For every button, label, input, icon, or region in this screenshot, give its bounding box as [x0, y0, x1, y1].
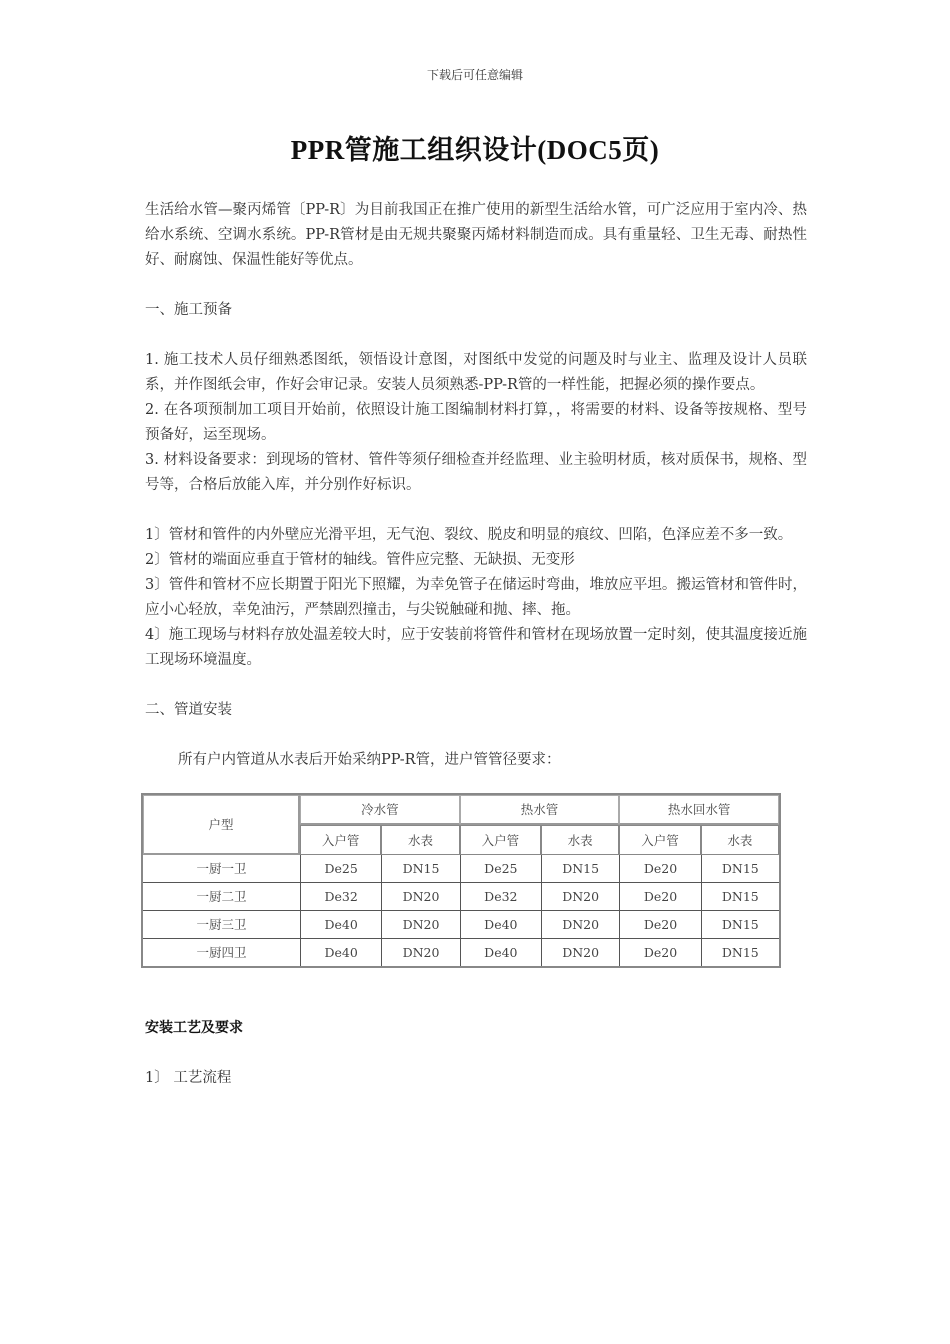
table-row [143, 939, 779, 966]
table-subheader: 水表 [381, 825, 459, 855]
table-cell: De20 [619, 883, 700, 911]
section1-item-3: 3. 材料设备要求：到现场的管材、管件等须仔细检查并经监理、业主验明材质，核对质保书，规格、型号等，合格后放能入库，并分别作好标识。 [145, 452, 807, 493]
table-cell: DN20 [541, 939, 619, 966]
material-req-3: 3〕管件和管材不应长期置于阳光下照耀，为幸免管子在储运时弯曲，堆放应平坦。搬运管材和管件时，应小心轻放，幸免油污，严禁剧烈撞击，与尖锐触碰和抛、摔、拖。 [145, 577, 807, 618]
table-subheader: 入户管 [619, 825, 700, 855]
table-header-unit-type: 户型 [143, 795, 300, 855]
table-cell: DN15 [701, 939, 779, 966]
table-cell: De25 [300, 855, 381, 883]
table-cell: DN20 [381, 911, 459, 939]
table-cell: DN15 [541, 855, 619, 883]
document-title: PPR管施工组织设计(DOC5页) [290, 135, 660, 165]
material-req-2: 2〕管材的端面应垂直于管材的轴线。管件应完整、无缺损、无变形 [145, 552, 575, 568]
table-cell: De32 [460, 883, 541, 911]
table-row [143, 883, 779, 911]
table-subheader: 水表 [701, 825, 779, 855]
table-subheader: 入户管 [300, 825, 381, 855]
table-group-hot-return: 热水回水管 [619, 795, 779, 825]
table-cell: 一厨一卫 [143, 855, 300, 883]
table-cell: De40 [300, 911, 381, 939]
table-group-hot: 热水管 [460, 795, 620, 825]
table-cell: De20 [619, 939, 700, 966]
table-group-cold: 冷水管 [300, 795, 460, 825]
table-cell: DN20 [541, 883, 619, 911]
table-cell: DN15 [701, 883, 779, 911]
section2-heading: 二、管道安装 [145, 702, 232, 718]
table-subheader: 入户管 [460, 825, 541, 855]
material-req-1: 1〕管材和管件的内外壁应光滑平坦，无气泡、裂纹、脱皮和明显的痕纹、凹陷，色泽应差不多一致。 [145, 527, 793, 543]
table-subheader: 水表 [541, 825, 619, 855]
table-cell: DN20 [381, 939, 459, 966]
table-cell: De25 [460, 855, 541, 883]
pipe-spec-table [141, 793, 781, 968]
table-cell: DN15 [381, 855, 459, 883]
section1-heading: 一、施工预备 [145, 302, 232, 318]
intro-paragraph: 生活给水管—聚丙烯管〔PP-R〕为目前我国正在推广使用的新型生活给水管，可广泛应用于室内冷、热给水系统、空调水系统。PP-R管材是由无规共聚聚丙烯材料制造而成。具有重量轻、卫生无毒、耐热性好、耐腐蚀、保温性能好等优点。 [145, 202, 807, 268]
document-body [145, 198, 807, 1091]
install-step-1: 1〕 工艺流程 [145, 1070, 232, 1086]
section2-lead: 所有户内管道从水表后开始采纳PP-R管，进户管管径要求： [178, 752, 561, 768]
table-cell: De32 [300, 883, 381, 911]
table-cell: De20 [619, 911, 700, 939]
table-row [143, 911, 779, 939]
table-cell: 一厨二卫 [143, 883, 300, 911]
section1-item-2: 2. 在各项预制加工项目开始前，依照设计施工图编制材料打算，，将需要的材料、设备等按规格、型号预备好，运至现场。 [145, 402, 807, 443]
table-cell: DN15 [701, 855, 779, 883]
install-heading: 安装工艺及要求 [145, 1020, 243, 1036]
table-cell: 一厨三卫 [143, 911, 300, 939]
table-cell: De40 [460, 911, 541, 939]
section1-item-1: 1. 施工技术人员仔细熟悉图纸，领悟设计意图，对图纸中发觉的问题及时与业主、监理及设计人员联系，并作图纸会审，作好会审记录。安装人员须熟悉-PP-R管的一样性能，把握必须的操作要点。 [145, 352, 807, 393]
table-cell: De20 [619, 855, 700, 883]
table-cell: 一厨四卫 [196, 945, 247, 960]
table-cell: De40 [460, 939, 541, 966]
table-cell: De40 [300, 939, 381, 966]
table-cell: DN20 [381, 883, 459, 911]
material-req-4: 4〕施工现场与材料存放处温差较大时，应于安装前将管件和管材在现场放置一定时刻，使其温度接近施工现场环境温度。 [145, 627, 807, 668]
table-cell: DN15 [701, 911, 779, 939]
table-row [143, 855, 779, 883]
table-cell: DN20 [541, 911, 619, 939]
page-header-note: 下载后可任意编辑 [426, 68, 523, 82]
